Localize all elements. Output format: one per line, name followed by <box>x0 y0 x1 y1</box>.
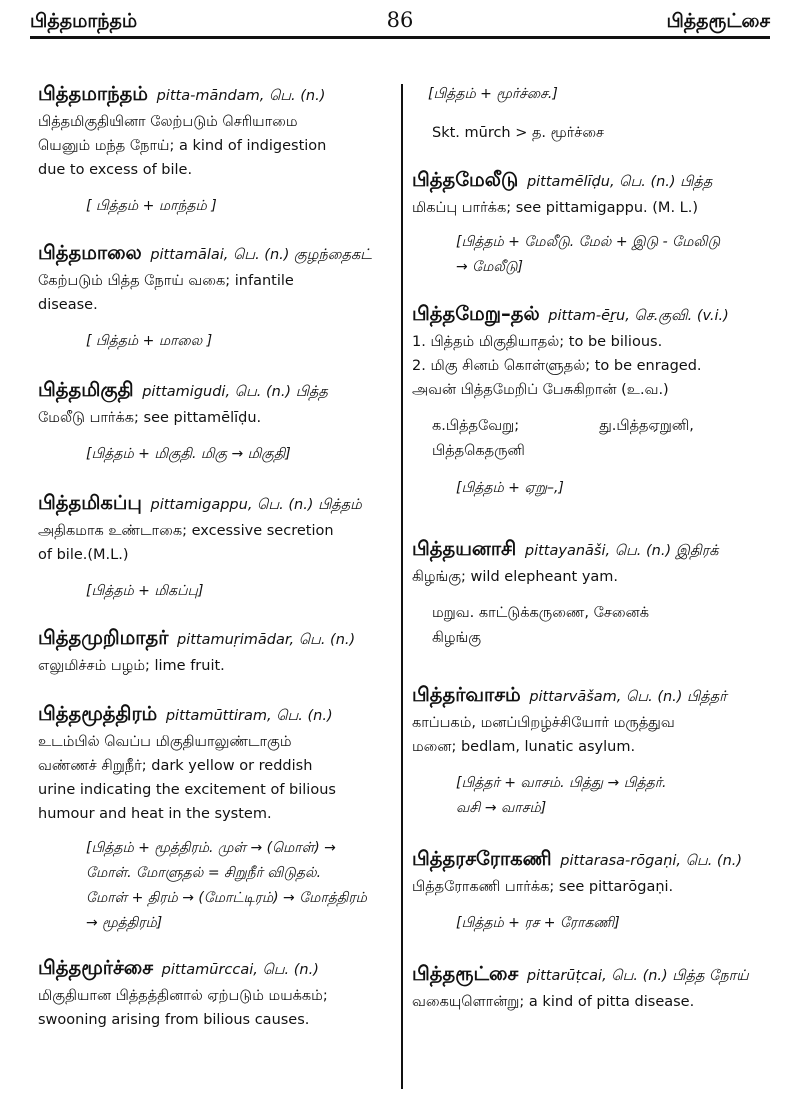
headword: பித்தயனாசி <box>412 537 517 560</box>
definition-line: மனை; bedlam, lunatic asylum. <box>412 739 636 755</box>
definition-line: காப்பகம், மனப்பிறழ்ச்சியோர் மருத்துவ <box>412 715 675 731</box>
dictionary-entry <box>38 80 390 219</box>
headword: பித்தரசரோகணி <box>412 847 552 870</box>
entry-head-line: pittayanāši, பெ. (n.) இதிரக் <box>524 543 719 559</box>
definition-line: humour and heat in the system. <box>38 806 272 822</box>
headword: பித்தமிகப்பு <box>38 491 142 514</box>
related-form: பித்தகெதருனி <box>432 443 525 459</box>
headword: பித்தர்வாசம் <box>412 683 521 706</box>
entry-head-line: pittarūṭcai, பெ. (n.) பித்த நோய் <box>526 968 749 984</box>
definition-line: கேற்படும் பித்த நோய் வகை; infantile <box>38 273 294 289</box>
header-last-word: பித்தரூட்சை <box>666 10 770 32</box>
headword: பித்தமேலீடு <box>412 168 519 191</box>
definition-line: அதிகமாக உண்டாகை; excessive secretion <box>38 523 334 539</box>
dictionary-entry <box>412 845 764 936</box>
etymology-line: → மேலீடு] <box>456 259 523 275</box>
etymology-line: மோள் + திரம் → (மோட்டிரம்) → மோத்திரம் <box>86 890 367 906</box>
etymology-line: [பித்தம் + மிகப்பு] <box>86 583 204 599</box>
etymology-line: [பித்தம் + மிகுதி. மிகு → மிகுதி] <box>86 446 291 462</box>
headword: பித்தமாந்தம் <box>38 82 148 105</box>
definition-line: மிகுதியான பித்தத்தினால் ஏற்படும் மயக்கம்; <box>38 988 328 1004</box>
entry-head-line: pittamigudi, பெ. (n.) பித்த <box>142 384 328 400</box>
etymology-line: [பித்தம் + மூத்திரம். முள் → (மொள்) → <box>86 840 336 856</box>
etymology-line: [பித்தம் + மேலீடு. மேல் + இடு - மேலிடு <box>456 234 721 250</box>
etymology-line: [பித்தர் + வாசம். பித்து → பித்தர். <box>456 775 667 791</box>
definition-line: மேலீடு பார்க்க; see pittamēlīḍu. <box>38 410 262 426</box>
definition-line: யெனும் மந்த நோய்; a kind of indigestion <box>38 138 327 154</box>
definition-line: பித்தரோகணி பார்க்க; see pittarōgaṇi. <box>412 879 674 895</box>
dictionary-entry <box>38 376 390 467</box>
etymology-line: [ பித்தம் + மாந்தம் ] <box>86 198 217 214</box>
synonym-line: கிழங்கு <box>432 630 482 646</box>
headword: பித்தமூர்ச்சை <box>38 956 154 979</box>
entry-head-line: pittamigappu, பெ. (n.) பித்தம் <box>150 497 362 513</box>
related-forms <box>432 414 764 439</box>
dictionary-entry <box>412 166 764 280</box>
dictionary-entry <box>38 239 390 354</box>
entry-head-line: pittamūttiram, பெ. (n.) <box>165 708 333 724</box>
headword: பித்தமேறு–தல் <box>412 302 540 325</box>
definition-line: urine indicating the excitement of bilious <box>38 782 336 798</box>
page-number: 86 <box>386 8 414 32</box>
definition-line: பித்தமிகுதியினா லேற்படும் செரியாமை <box>38 114 298 130</box>
header-rule <box>30 36 770 39</box>
dictionary-entry <box>38 954 390 1032</box>
synonym-line: மறுவ. காட்டுக்கருணை, சேனைக் <box>432 605 649 621</box>
definition-line: disease. <box>38 297 98 313</box>
entry-head-line: pitta-māndam, பெ. (n.) <box>156 88 326 104</box>
definition-line: மிகப்பு பார்க்க; see pittamigappu. (M. L.) <box>412 200 699 216</box>
entry-head-line: pittam-ēṟu, செ.குவி. (v.i.) <box>548 308 729 324</box>
header-first-word: பித்தமாந்தம் <box>30 10 138 32</box>
headword: பித்தமூத்திரம் <box>38 702 158 725</box>
definition-line: கிழங்கு; wild elepheant yam. <box>412 569 619 585</box>
column-divider <box>401 84 403 1089</box>
definition-line: எலுமிச்சம் பழம்; lime fruit. <box>38 658 225 674</box>
dictionary-entry <box>38 700 390 936</box>
definition-line: 2. மிகு சினம் கொள்ளுதல்; to be enraged. <box>412 358 702 374</box>
definition-line: due to excess of bile. <box>38 162 193 178</box>
etymology-line: [பித்தம் + ஏறு–,] <box>456 480 564 496</box>
page-header <box>30 6 770 40</box>
definition-line: 1. பித்தம் மிகுதியாதல்; to be bilious. <box>412 334 663 350</box>
definition-line: உடம்பில் வெப்ப மிகுதியாலுண்டாகும் <box>38 734 292 750</box>
entry-head-line: pittamuṛimādar, பெ. (n.) <box>177 632 356 648</box>
sanskrit-note: Skt. mūrch > த. மூர்ச்சை <box>432 125 605 141</box>
related-form: க.பித்தவேறு; <box>432 418 520 434</box>
entry-head-line: pittarvāšam, பெ. (n.) பித்தர் <box>529 689 727 705</box>
dictionary-entry <box>38 624 390 678</box>
right-column <box>412 80 764 1014</box>
headword: பித்தரூட்சை <box>412 962 519 985</box>
dictionary-entry <box>412 300 764 501</box>
entry-head-line: pittamūrccai, பெ. (n.) <box>161 962 319 978</box>
entry-head-line: pittamēlīḍu, பெ. (n.) பித்த <box>526 174 713 190</box>
dictionary-entry <box>412 681 764 821</box>
etymology-line: [பித்தம் + ரச + ரோகணி] <box>456 915 620 931</box>
related-form: து.பித்தஏறுனி, <box>599 418 694 434</box>
dictionary-entry <box>38 489 390 604</box>
etymology-line: [ பித்தம் + மாலை ] <box>86 333 213 349</box>
definition-line: வகையுளொன்று; a kind of pitta disease. <box>412 994 695 1010</box>
definition-line: வண்ணச் சிறுநீர்; dark yellow or reddish <box>38 758 313 774</box>
dictionary-entry <box>412 960 764 1014</box>
entry-head-line: pittamālai, பெ. (n.) குழந்தைகட் <box>150 247 372 263</box>
left-column <box>38 80 390 1032</box>
definition-line: of bile.(M.L.) <box>38 547 129 563</box>
headword: பித்தமாலை <box>38 241 142 264</box>
headword: பித்தமிகுதி <box>38 378 134 401</box>
definition-line: அவன் பித்தமேறிப் பேசுகிறான் (உ.வ.) <box>412 382 669 398</box>
dictionary-entry <box>412 535 764 651</box>
entry-head-line: pittarasa-rōgaṇi, பெ. (n.) <box>560 853 743 869</box>
definition-line: swooning arising from bilious causes. <box>38 1012 310 1028</box>
etymology-line: வசி → வாசம்] <box>456 800 547 816</box>
etymology-line: மோள். மோளுதல் = சிறுநீர் விடுதல். <box>86 865 322 881</box>
headword: பித்தமுறிமாதர் <box>38 626 169 649</box>
etymology-line: [பித்தம் + மூர்ச்சை.] <box>428 86 558 102</box>
etymology-line: → மூத்திரம்] <box>86 915 163 931</box>
